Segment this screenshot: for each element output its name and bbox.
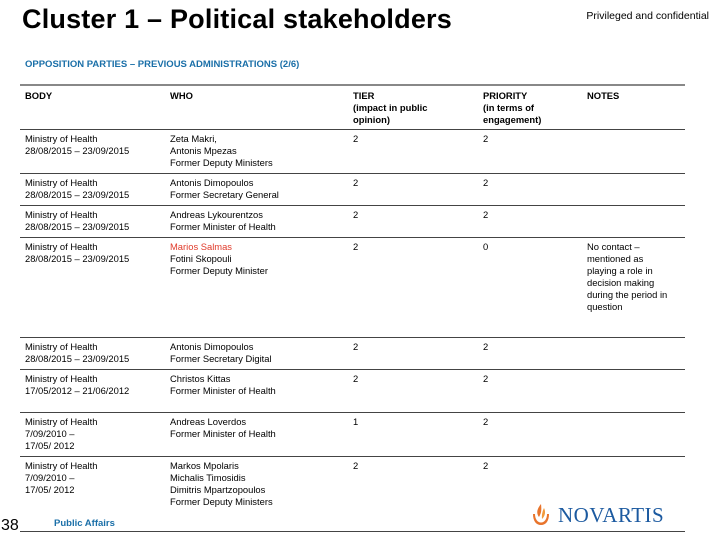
novartis-logo — [530, 502, 664, 528]
who-cell — [165, 238, 348, 338]
table-row — [20, 338, 685, 370]
who-cell — [165, 457, 348, 532]
who-line: Antonis Dimopoulos — [170, 341, 254, 352]
body-line: 28/08/2015 – 23/09/2015 — [25, 353, 130, 364]
tier-cell: 2 — [348, 130, 478, 174]
who-line: Antonis Dimopoulos — [170, 177, 254, 188]
column-header-priority — [478, 85, 582, 130]
who-line: Marios Salmas — [170, 241, 232, 252]
who-cell — [165, 370, 348, 413]
who-cell — [165, 338, 348, 370]
who-line: Antonis Mpezas — [170, 145, 237, 156]
body-line: 28/08/2015 – 23/09/2015 — [25, 145, 130, 156]
footer-label: Public Affairs — [54, 518, 115, 529]
stakeholder-table — [20, 84, 685, 532]
body-line: Ministry of Health — [25, 460, 98, 471]
notes-cell — [582, 174, 685, 206]
body-line: 17/05/2012 – 21/06/2012 — [25, 385, 130, 396]
who-line: Former Minister of Health — [170, 221, 276, 232]
who-line: Former Deputy Ministers — [170, 496, 273, 507]
table-header-row — [20, 85, 685, 130]
body-cell — [20, 413, 165, 457]
priority-cell: 2 — [478, 206, 582, 238]
who-line: Markos Mpolaris — [170, 460, 239, 471]
notes-cell — [582, 338, 685, 370]
notes-line: mentioned as — [587, 253, 644, 264]
column-header-line: WHO — [170, 90, 193, 101]
body-line: Ministry of Health — [25, 133, 98, 144]
tier-cell: 2 — [348, 174, 478, 206]
body-cell — [20, 338, 165, 370]
priority-cell: 0 — [478, 238, 582, 338]
page-number: 38 — [1, 517, 19, 534]
body-line: Ministry of Health — [25, 177, 98, 188]
column-header-tier — [348, 85, 478, 130]
notes-cell — [582, 206, 685, 238]
notes-cell — [582, 130, 685, 174]
who-cell — [165, 413, 348, 457]
column-header-notes — [582, 85, 685, 130]
column-header-line: (in terms of — [483, 102, 535, 113]
who-cell — [165, 130, 348, 174]
page-title: Cluster 1 – Political stakeholders — [22, 4, 452, 34]
table-row — [20, 370, 685, 413]
notes-line: playing a role in — [587, 265, 653, 276]
body-line: Ministry of Health — [25, 341, 98, 352]
confidentiality-label: Privileged and confidential — [586, 10, 709, 22]
novartis-flame-icon — [530, 502, 552, 528]
priority-cell: 2 — [478, 413, 582, 457]
column-header-line: TIER — [353, 90, 375, 101]
priority-cell: 2 — [478, 457, 582, 532]
priority-cell: 2 — [478, 338, 582, 370]
notes-line: question — [587, 301, 623, 312]
notes-line: No contact – — [587, 241, 640, 252]
tier-cell: 2 — [348, 206, 478, 238]
body-line: Ministry of Health — [25, 416, 98, 427]
table-body — [20, 130, 685, 532]
who-line: Former Secretary Digital — [170, 353, 272, 364]
column-header-who — [165, 85, 348, 130]
tier-cell: 2 — [348, 238, 478, 338]
body-line: Ministry of Health — [25, 373, 98, 384]
who-line: Former Minister of Health — [170, 385, 276, 396]
table-row — [20, 413, 685, 457]
column-header-line: engagement) — [483, 114, 542, 125]
who-line: Former Secretary General — [170, 189, 279, 200]
body-line: 28/08/2015 – 23/09/2015 — [25, 221, 130, 232]
body-cell — [20, 130, 165, 174]
table-row — [20, 174, 685, 206]
who-cell — [165, 174, 348, 206]
body-line: 7/09/2010 – — [25, 428, 75, 439]
body-cell — [20, 238, 165, 338]
table-row — [20, 206, 685, 238]
notes-cell — [582, 413, 685, 457]
who-cell — [165, 206, 348, 238]
notes-line: decision making — [587, 277, 655, 288]
who-line: Former Deputy Ministers — [170, 157, 273, 168]
section-title: OPPOSITION PARTIES – PREVIOUS ADMINISTRATIONS (2/6) — [25, 59, 300, 70]
column-header-line: (impact in public — [353, 102, 428, 113]
body-line: 7/09/2010 – — [25, 472, 75, 483]
body-cell — [20, 206, 165, 238]
priority-cell: 2 — [478, 174, 582, 206]
body-line: 17/05/ 2012 — [25, 484, 75, 495]
body-line: Ministry of Health — [25, 209, 98, 220]
who-line: Dimitris Mpartzopoulos — [170, 484, 266, 495]
tier-cell: 2 — [348, 338, 478, 370]
priority-cell: 2 — [478, 370, 582, 413]
body-line: Ministry of Health — [25, 241, 98, 252]
table-row — [20, 238, 685, 338]
body-line: 17/05/ 2012 — [25, 440, 75, 451]
body-cell — [20, 370, 165, 413]
who-line: Former Deputy Minister — [170, 265, 268, 276]
column-header-line: BODY — [25, 90, 53, 101]
table-row — [20, 130, 685, 174]
who-line: Andreas Loverdos — [170, 416, 247, 427]
body-cell — [20, 174, 165, 206]
who-line: Zeta Makri, — [170, 133, 217, 144]
column-header-line: PRIORITY — [483, 90, 528, 101]
body-line: 28/08/2015 – 23/09/2015 — [25, 253, 130, 264]
tier-cell: 2 — [348, 370, 478, 413]
who-line: Andreas Lykourentzos — [170, 209, 263, 220]
column-header-line: opinion) — [353, 114, 390, 125]
logo-text: NOVARTIS — [558, 502, 665, 527]
notes-cell — [582, 370, 685, 413]
column-header-body — [20, 85, 165, 130]
who-line: Christos Kittas — [170, 373, 231, 384]
who-line: Michalis Timosidis — [170, 472, 246, 483]
tier-cell: 2 — [348, 457, 478, 532]
notes-cell — [582, 238, 685, 338]
body-line: 28/08/2015 – 23/09/2015 — [25, 189, 130, 200]
priority-cell: 2 — [478, 130, 582, 174]
who-line: Former Minister of Health — [170, 428, 276, 439]
column-header-line: NOTES — [587, 90, 620, 101]
who-line: Fotini Skopouli — [170, 253, 232, 264]
notes-line: during the period in — [587, 289, 668, 300]
tier-cell: 1 — [348, 413, 478, 457]
